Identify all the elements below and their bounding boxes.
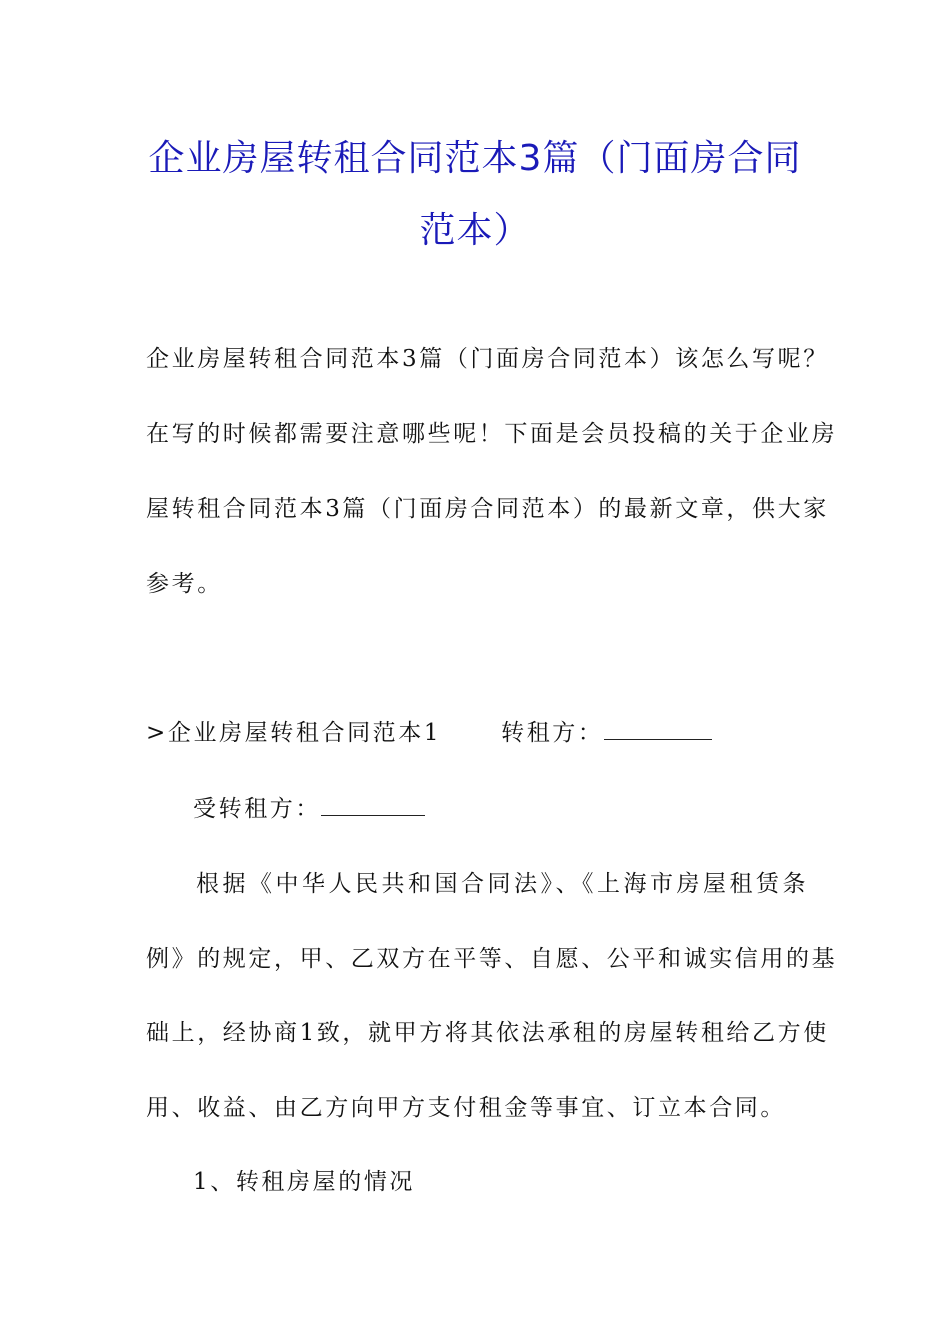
- paragraph-line-3: 础上，经协商1致，就甲方将其依法承租的房屋转租给乙方使: [146, 1020, 829, 1046]
- paragraph-line-2: 例》的规定，甲、乙双方在平等、自愿、公平和诚实信用的基: [146, 946, 838, 972]
- section-1-heading: >企业房屋转租合同范本1: [146, 720, 442, 746]
- sublessee-line: [193, 794, 425, 824]
- sublessee-label: 受转租方：: [193, 796, 321, 822]
- sublessor-label: 转租方：: [501, 720, 604, 746]
- intro-line-1: 企业房屋转租合同范本3篇（门面房合同范本）该怎么写呢？: [146, 346, 829, 372]
- intro-line-2: 在写的时候都需要注意哪些呢！下面是会员投稿的关于企业房: [146, 421, 838, 447]
- paragraph-line-1: 根据《中华人民共和国合同法》、《上海市房屋租赁条: [196, 871, 809, 897]
- clause-1-heading: 1、转租房屋的情况: [193, 1169, 416, 1195]
- intro-line-4: 参考。: [146, 571, 223, 597]
- paragraph-line-4: 用、收益、由乙方向甲方支付租金等事宜、订立本合同。: [146, 1095, 786, 1121]
- section-1-heading-line: [146, 718, 712, 748]
- document-title-line-1: 企业房屋转租合同范本3篇（门面房合同: [148, 138, 802, 179]
- sublessee-blank: [321, 795, 425, 816]
- intro-line-3: 屋转租合同范本3篇（门面房合同范本）的最新文章，供大家: [146, 496, 829, 522]
- document-title-line-2: 范本）: [419, 210, 531, 251]
- sublessor-blank: [604, 719, 712, 740]
